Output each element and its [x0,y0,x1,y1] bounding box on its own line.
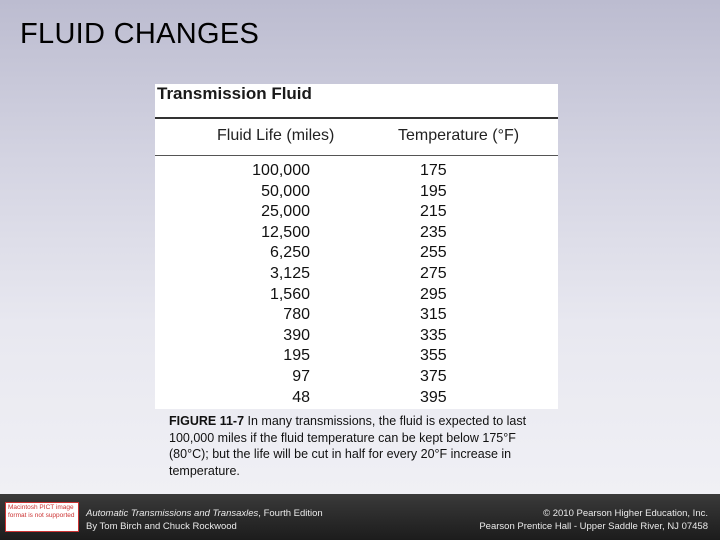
table-row [155,347,558,368]
slide-title: FLUID CHANGES [20,18,260,50]
fluid-life-cell: 390 [283,326,310,344]
fluid-life-cell: 48 [292,388,310,406]
temperature-cell: 175 [420,162,447,179]
column-header-temperature: Temperature (°F) [398,127,520,144]
table-row [155,327,558,348]
fluid-life-cell: 25,000 [261,203,310,221]
publisher-credit [479,507,708,533]
copyright-notice: © 2010 Pearson Higher Education, Inc. [543,508,708,519]
table-title: Transmission Fluid [157,84,312,103]
transmission-fluid-table [155,84,558,409]
fluid-life-cell: 1,560 [269,285,310,303]
figure-caption [169,413,554,479]
figure-label: FIGURE 11-7 [169,414,245,428]
temperature-cell: 235 [420,223,447,241]
book-title: Automatic Transmissions and Transaxles [86,508,259,519]
temperature-cell: 355 [420,347,447,365]
table-row [155,183,558,204]
book-authors: By Tom Birch and Chuck Rockwood [86,521,237,532]
temperature-cell: 315 [420,306,447,324]
table-row [155,244,558,265]
temperature-cell: 215 [420,203,447,221]
temperature-cell: 275 [420,264,447,282]
temperature-cell: 395 [420,388,447,406]
book-credit [86,507,323,533]
fluid-life-cell: 100,000 [252,162,310,179]
fluid-life-cell: 780 [283,306,310,324]
table-row [155,286,558,307]
table-row [155,306,558,327]
fluid-life-cell: 12,500 [261,223,310,241]
temperature-cell: 255 [420,244,447,262]
temperature-cell: 375 [420,367,447,385]
temperature-cell: 195 [420,182,447,200]
table-row [155,203,558,224]
fluid-life-cell: 50,000 [261,182,310,200]
table-row [155,265,558,286]
table-header-rule [155,155,558,156]
fluid-life-cell: 97 [292,367,310,385]
table-row [155,224,558,245]
book-edition: , Fourth Edition [258,508,323,519]
column-header-fluid-life: Fluid Life (miles) [217,127,335,144]
caption-text: In many transmissions, the fluid is expected to last 100,000 miles if the fluid temperature can be kept below 175°F (80°C); but the life will be cut in half for every 20°F increase in temperature. [169,414,527,478]
temperature-cell: 335 [420,326,447,344]
temperature-cell: 295 [420,285,447,303]
fluid-life-cell: 3,125 [269,264,310,282]
publisher-address: Pearson Prentice Hall - Upper Saddle River, NJ 07458 [479,521,708,532]
table-body [155,162,558,409]
fluid-life-cell: 6,250 [269,244,310,262]
table-top-rule [155,117,558,119]
fluid-life-cell: 195 [283,347,310,365]
unsupported-image-placeholder: Macintosh PICT image format is not supported [5,502,79,532]
footer-bar [0,494,720,540]
table-row [155,162,558,183]
table-row [155,389,558,410]
table-row [155,368,558,389]
